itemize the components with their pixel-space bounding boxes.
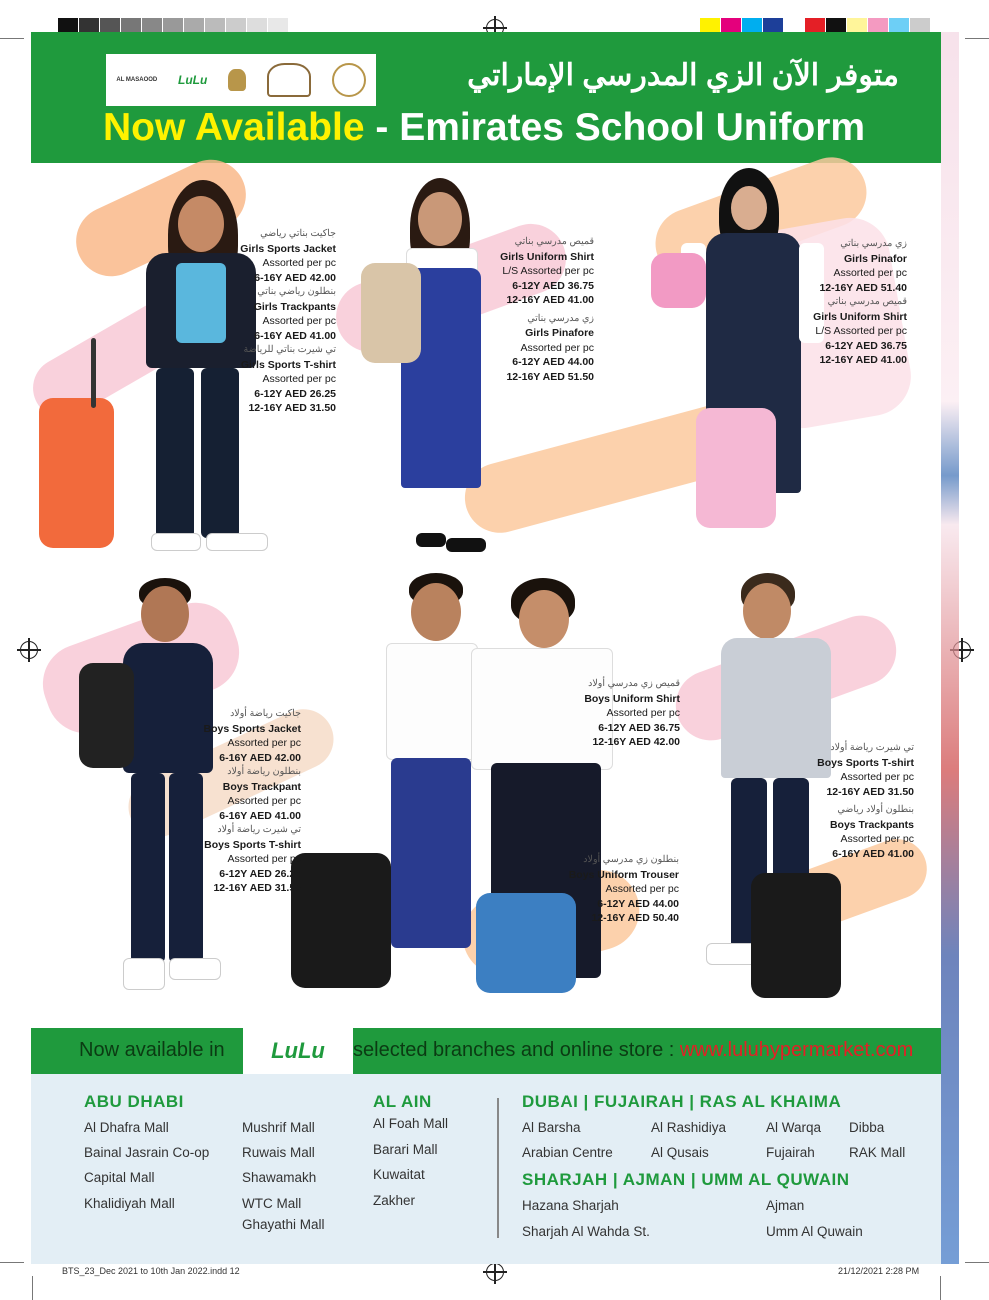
title-rest: - Emirates School Uniform bbox=[364, 106, 866, 149]
branch-item: WTC Mall bbox=[242, 1196, 302, 1211]
product-price: 6-12Y AED 36.75 bbox=[598, 721, 680, 734]
product-name: Boys Sports Jacket bbox=[203, 722, 301, 735]
branch-list bbox=[31, 1074, 941, 1264]
branch-item: Al Qusais bbox=[651, 1145, 709, 1160]
availability-suffix: selected branches and online store : www.luluhypermarket.com bbox=[353, 1039, 914, 1061]
product-price: 6-16Y AED 41.00 bbox=[832, 847, 914, 860]
price-block-boys-sports-left: جاكيت رياضة أولاد Boys Sports Jacket Assorted per pc 6-16Y AED 42.00 بنطلون رياضة أولاد Boys Trackpant Assorted per pc 6-16Y AED 41.00 تي شيرت رياضة أولاد Boys Sports T-shirt Assorted per pc 6-12Y AED 26.25 12-16Y AED 31.50 bbox=[151, 707, 301, 896]
branch-item: Ajman bbox=[766, 1198, 805, 1213]
ministry-emblem-icon bbox=[332, 63, 366, 97]
crop-mark bbox=[965, 38, 989, 39]
next-page-bleed bbox=[941, 32, 959, 1264]
region-heading: SHARJAH | AJMAN | UMM AL QUWAIN bbox=[522, 1170, 850, 1189]
partner-logos bbox=[106, 54, 376, 106]
branch-item: Dibba bbox=[849, 1120, 885, 1135]
product-price: 6-12Y AED 26.25 bbox=[254, 387, 336, 400]
superman-trolley-bag-2 bbox=[751, 873, 841, 998]
availability-prefix: Now available in bbox=[79, 1039, 225, 1061]
crop-mark bbox=[0, 1262, 24, 1263]
product-name: Boys Uniform Trouser bbox=[568, 868, 679, 881]
product-price: 12-16Y AED 42.00 bbox=[592, 736, 680, 748]
branch-item: Al Warqa bbox=[766, 1120, 822, 1135]
slug-date: 21/12/2021 2:28 PM bbox=[838, 1266, 920, 1276]
product-name: Boys Uniform Shirt bbox=[584, 692, 680, 705]
header-banner bbox=[31, 32, 941, 163]
branch-item: Al Rashidiya bbox=[651, 1120, 727, 1135]
product-price: 6-16Y AED 41.00 bbox=[219, 809, 301, 822]
price-block-girls-uniform-mid: قميص مدرسي بناتي Girls Uniform Shirt L/S Assorted per pc 6-12Y AED 36.75 12-16Y AED 41.00 زي مدرسي بناتي Girls Pinafore Assorted per pc 6-12Y AED 44.00 12-16Y AED 51.50 bbox=[451, 235, 594, 384]
lulu-logo: LuLu bbox=[178, 73, 208, 87]
price-block-boys-shirt: قميص زي مدرسي أولاد Boys Uniform Shirt Assorted per pc 6-12Y AED 36.75 12-16Y AED 42.00 bbox=[531, 677, 680, 750]
product-name: Boys Sports T-shirt bbox=[204, 838, 301, 851]
product-price: 6-12Y AED 26.25 bbox=[219, 867, 301, 880]
orange-trolley-bag bbox=[39, 398, 114, 548]
branch-item: Fujairah bbox=[766, 1145, 815, 1160]
pink-floral-trolley bbox=[696, 408, 776, 528]
superman-trolley-bag bbox=[291, 853, 391, 988]
branch-item: Shawamakh bbox=[242, 1170, 317, 1185]
page-title bbox=[103, 106, 865, 150]
branch-item: Ruwais Mall bbox=[242, 1145, 315, 1160]
registration-mark-bottom bbox=[486, 1263, 504, 1281]
price-block-boys-sports-right: تي شيرت رياضة أولاد Boys Sports T-shirt Assorted per pc 12-16Y AED 31.50 بنطلون أولاد رياضي Boys Trackpants Assorted per pc 6-16Y AED 41.00 bbox=[771, 741, 914, 861]
branch-item: Barari Mall bbox=[373, 1142, 438, 1157]
branch-item: Sharjah Al Wahda St. bbox=[522, 1224, 650, 1239]
al-masaood-logo: AL MASAOOD bbox=[116, 77, 158, 83]
product-name: Girls Pinafor bbox=[843, 252, 907, 265]
price-block-girls-uniform-right: زي مدرسي بناتي Girls Pinafor Assorted per pc 12-16Y AED 51.40 قميص مدرسي بناتي Girls Uniform Shirt L/S Assorted per pc 6-12Y AED 36.75 12-16Y AED 41.00 bbox=[761, 237, 907, 368]
product-name: Boys Trackpants bbox=[829, 818, 914, 831]
store-url-link[interactable]: www.luluhypermarket.com bbox=[679, 1039, 914, 1061]
branch-item: Zakher bbox=[373, 1193, 416, 1208]
product-price: 12-16Y AED 51.40 bbox=[819, 281, 907, 294]
product-name: Girls Uniform Shirt bbox=[813, 310, 907, 323]
branch-item: Al Foah Mall bbox=[373, 1116, 449, 1131]
branch-item: Kuwaitat bbox=[373, 1167, 425, 1182]
title-highlight: Now Available bbox=[103, 106, 365, 149]
region-heading: AL AIN bbox=[373, 1092, 432, 1111]
pink-lunchbox bbox=[651, 253, 706, 308]
divider bbox=[497, 1098, 499, 1238]
product-price: 6-16Y AED 42.00 bbox=[254, 271, 336, 284]
branch-item: Ghayathi Mall bbox=[242, 1217, 325, 1232]
crop-mark bbox=[0, 38, 24, 39]
product-price: 12-16Y AED 41.00 bbox=[506, 294, 594, 306]
product-price: 6-12Y AED 44.00 bbox=[512, 356, 594, 368]
crop-mark bbox=[965, 1262, 989, 1263]
branch-item: Al Barsha bbox=[522, 1120, 581, 1135]
product-name: Girls Uniform Shirt bbox=[500, 250, 594, 263]
product-name: Boys Trackpant bbox=[222, 780, 301, 793]
product-name: Girls Pinafore bbox=[525, 327, 594, 339]
boy-uniform-model-2 bbox=[451, 578, 631, 1018]
floral-backpack bbox=[361, 263, 421, 363]
lulu-logo-footer: LuLu bbox=[243, 1028, 353, 1074]
product-price: 12-16Y AED 41.00 bbox=[819, 354, 907, 366]
product-price: 6-12Y AED 44.00 bbox=[597, 897, 679, 910]
branch-item: Bainal Jasrain Co-op bbox=[84, 1145, 210, 1160]
product-price: 12-16Y AED 31.50 bbox=[826, 785, 914, 798]
uae-emblem-icon bbox=[228, 69, 246, 91]
crop-mark bbox=[940, 1276, 941, 1300]
product-price: 6-12Y AED 36.75 bbox=[825, 339, 907, 352]
branch-item: Hazana Sharjah bbox=[522, 1198, 619, 1213]
product-price: 6-16Y AED 41.00 bbox=[254, 329, 336, 342]
branch-item: Mushrif Mall bbox=[242, 1120, 315, 1135]
school-emblem-icon bbox=[267, 63, 311, 97]
product-price: 6-12Y AED 36.75 bbox=[512, 279, 594, 292]
branch-item: Khalidiyah Mall bbox=[84, 1196, 175, 1211]
product-price: 12-16Y AED 31.50 bbox=[248, 402, 336, 414]
product-name: Girls Trackpants bbox=[253, 300, 336, 313]
product-price: 12-16Y AED 51.50 bbox=[506, 370, 594, 383]
product-area bbox=[31, 163, 941, 1028]
product-price: 12-16Y AED 50.40 bbox=[591, 912, 679, 924]
arabic-title: متوفر الآن الزي المدرسي الإماراتي bbox=[467, 59, 899, 92]
availability-bar bbox=[31, 1028, 941, 1074]
product-price: 6-16Y AED 42.00 bbox=[219, 751, 301, 764]
product-name: Boys Sports T-shirt bbox=[817, 756, 914, 769]
branch-item: Arabian Centre bbox=[522, 1145, 613, 1160]
price-block-girls-sports: جاكيت بناتي رياضي Girls Sports Jacket Assorted per pc 6-16Y AED 42.00 بنطلون رياضي بناتي Girls Trackpants Assorted per pc 6-16Y AED 41.00 تي شيرت بناتي للرياضة Girls Sports T-shirt Assorted per pc 6-12Y AED 26.25 12-16Y AED 31.50 bbox=[181, 227, 336, 416]
region-heading: DUBAI | FUJAIRAH | RAS AL KHAIMA bbox=[522, 1092, 842, 1111]
black-backpack bbox=[79, 663, 134, 768]
region-heading: ABU DHABI bbox=[84, 1092, 184, 1111]
branch-item: Umm Al Quwain bbox=[766, 1224, 863, 1239]
product-price: 12-16Y AED 31.50 bbox=[213, 882, 301, 894]
price-block-boys-trouser: بنطلون زي مدرسي أولاد Boys Uniform Trouser Assorted per pc 6-12Y AED 44.00 12-16Y AED 50.40 bbox=[531, 853, 679, 926]
product-name: Girls Sports Jacket bbox=[240, 242, 336, 255]
product-name: Girls Sports T-shirt bbox=[240, 358, 336, 371]
branch-item: Al Dhafra Mall bbox=[84, 1120, 169, 1135]
branch-item: Capital Mall bbox=[84, 1170, 155, 1185]
crop-mark bbox=[32, 1276, 33, 1300]
branch-item: RAK Mall bbox=[849, 1145, 906, 1160]
slug-file: BTS_23_Dec 2021 to 10th Jan 2022.indd 12 bbox=[62, 1266, 240, 1276]
